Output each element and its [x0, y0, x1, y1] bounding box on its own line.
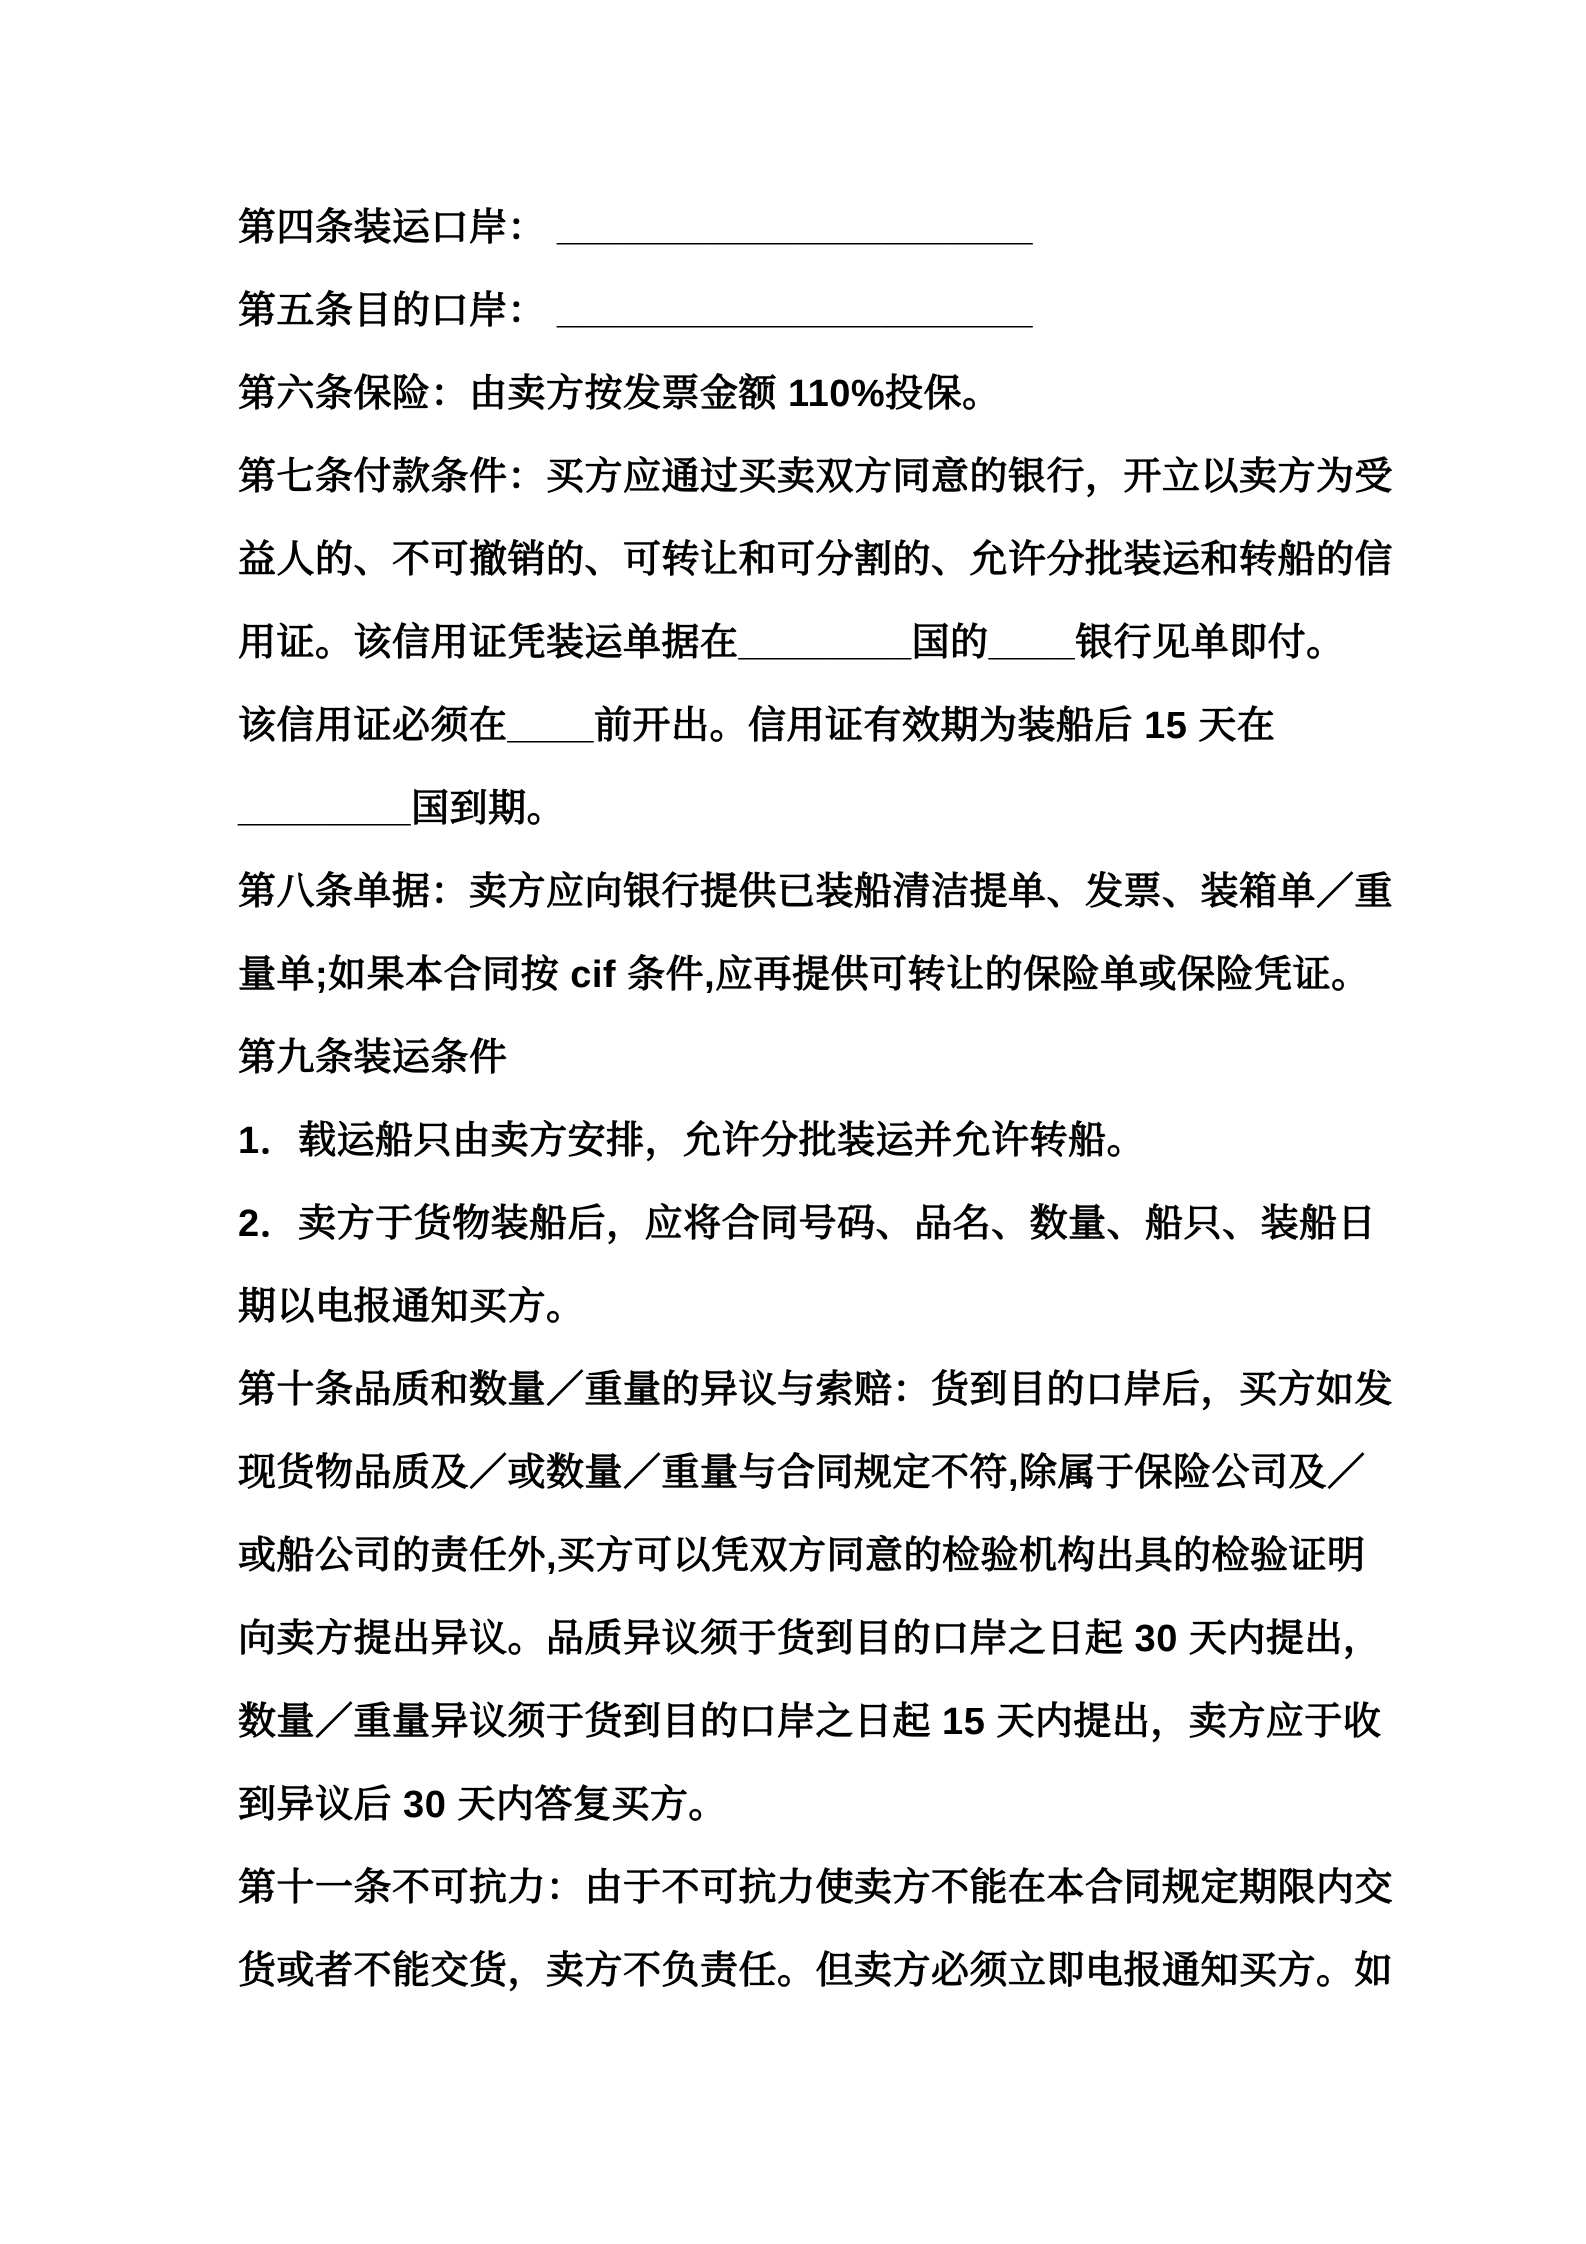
clause-10-claims-line-3: 或船公司的责任外,买方可以凭双方同意的检验机构出具的检验证明 — [238, 1535, 1366, 1577]
clause-9-shipping-terms-heading: 第九条装运条件 — [238, 1037, 508, 1079]
clause-10-claims-line-4: 向卖方提出异议。品质异议须于货到目的口岸之日起 30 天内提出， — [238, 1618, 1382, 1660]
clause-11-force-majeure-line-2: 货或者不能交货，卖方不负责任。但卖方必须立即电报通知买方。如 — [238, 1950, 1394, 1992]
clause-8-documents-line-2: 量单;如果本合同按 cif 条件,应再提供可转让的保险单或保险凭证。 — [238, 954, 1370, 996]
clause-10-claims-line-5: 数量／重量异议须于货到目的口岸之日起 15 天内提出，卖方应于收 — [238, 1701, 1382, 1743]
clause-7-payment-terms-line-3: 用证。该信用证凭装运单据在________国的____银行见单即付。 — [238, 622, 1345, 664]
clause-4-shipment-port-line: 第四条装运口岸： ______________________ — [238, 207, 1034, 249]
clause-7-payment-terms-line-4: 该信用证必须在____前开出。信用证有效期为装船后 15 天在 — [238, 705, 1276, 747]
clause-8-documents-line-1: 第八条单据：卖方应向银行提供已装船清洁提单、发票、装箱单／重 — [238, 871, 1394, 913]
clause-5-destination-port-line: 第五条目的口岸： ______________________ — [238, 290, 1034, 332]
clause-10-claims-line-6: 到异议后 30 天内答复买方。 — [238, 1784, 727, 1826]
clause-9-item-1-line: 1．载运船只由卖方安排，允许分批装运并允许转船。 — [238, 1120, 1146, 1162]
clause-6-insurance-line: 第六条保险：由卖方按发票金额 110%投保。 — [238, 373, 1001, 415]
clause-7-payment-terms-line-5: ________国到期。 — [238, 788, 566, 830]
clause-7-payment-terms-line-2: 益人的、不可撤销的、可转让和可分割的、允许分批装运和转船的信 — [238, 539, 1394, 581]
clause-11-force-majeure-line-1: 第十一条不可抗力：由于不可抗力使卖方不能在本合同规定期限内交 — [238, 1867, 1394, 1909]
clause-9-item-2-line-2: 期以电报通知买方。 — [238, 1286, 585, 1328]
contract-document-page — [238, 187, 1446, 2013]
clause-9-item-2-line-1: 2．卖方于货物装船后，应将合同号码、品名、数量、船只、装船日 — [238, 1203, 1377, 1245]
clause-10-claims-line-2: 现货物品质及／或数量／重量与合同规定不符,除属于保险公司及／ — [238, 1452, 1366, 1494]
clause-7-payment-terms-line-1: 第七条付款条件：买方应通过买卖双方同意的银行，开立以卖方为受 — [238, 456, 1394, 498]
clause-10-claims-line-1: 第十条品质和数量／重量的异议与索赔：货到目的口岸后，买方如发 — [238, 1369, 1394, 1411]
